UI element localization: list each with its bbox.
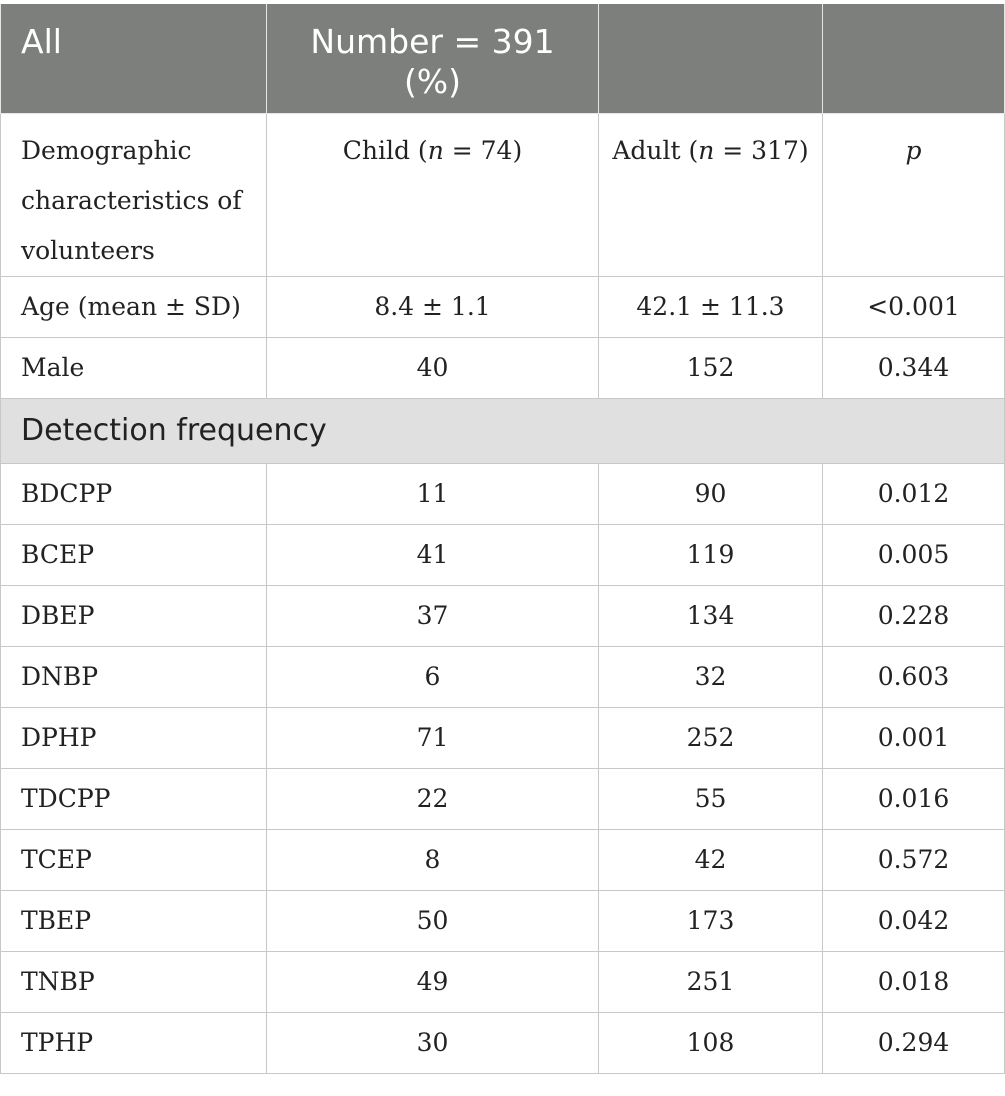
row-p: 0.572 xyxy=(823,829,1005,890)
row-adult: 119 xyxy=(599,524,823,585)
row-adult: 108 xyxy=(599,1012,823,1073)
row-p: 0.001 xyxy=(823,707,1005,768)
subheader-demographic xyxy=(1,113,267,276)
row-child: 37 xyxy=(267,585,599,646)
table-row xyxy=(1,276,1005,337)
row-child: 8.4 ± 1.1 xyxy=(267,276,599,337)
row-label: DBEP xyxy=(1,585,267,646)
row-label: DNBP xyxy=(1,646,267,707)
section-row xyxy=(1,398,1005,463)
table-row xyxy=(1,646,1005,707)
row-adult: 90 xyxy=(599,463,823,524)
subheader-adult xyxy=(599,113,823,276)
table-row xyxy=(1,463,1005,524)
row-child: 71 xyxy=(267,707,599,768)
subheader-child xyxy=(267,113,599,276)
row-label: TBEP xyxy=(1,890,267,951)
adult-suffix: = 317) xyxy=(714,135,809,165)
row-label: TNBP xyxy=(1,951,267,1012)
child-suffix: = 74) xyxy=(443,135,523,165)
row-child: 22 xyxy=(267,768,599,829)
row-label: BCEP xyxy=(1,524,267,585)
row-adult: 173 xyxy=(599,890,823,951)
row-adult: 42 xyxy=(599,829,823,890)
header-col4 xyxy=(823,4,1005,113)
header-all: All xyxy=(1,4,267,113)
row-adult: 252 xyxy=(599,707,823,768)
table-row xyxy=(1,337,1005,398)
row-p: 0.228 xyxy=(823,585,1005,646)
row-adult: 134 xyxy=(599,585,823,646)
section-title: Detection frequency xyxy=(1,398,1005,463)
row-p: 0.016 xyxy=(823,768,1005,829)
row-child: 40 xyxy=(267,337,599,398)
subheader-p: p xyxy=(823,113,1005,276)
subheader-line3: volunteers xyxy=(21,235,155,265)
row-p: 0.012 xyxy=(823,463,1005,524)
row-child: 41 xyxy=(267,524,599,585)
header-row xyxy=(1,4,1005,113)
table-row xyxy=(1,524,1005,585)
table-row xyxy=(1,585,1005,646)
row-p: 0.294 xyxy=(823,1012,1005,1073)
row-child: 6 xyxy=(267,646,599,707)
child-n: n xyxy=(427,135,444,165)
row-label: DPHP xyxy=(1,707,267,768)
row-child: 50 xyxy=(267,890,599,951)
table-row xyxy=(1,890,1005,951)
row-label: Male xyxy=(1,337,267,398)
row-p: 0.603 xyxy=(823,646,1005,707)
header-col3 xyxy=(599,4,823,113)
adult-n: n xyxy=(698,135,715,165)
row-adult: 152 xyxy=(599,337,823,398)
row-child: 8 xyxy=(267,829,599,890)
subheader-row xyxy=(1,113,1005,276)
row-p: 0.042 xyxy=(823,890,1005,951)
row-p: 0.018 xyxy=(823,951,1005,1012)
row-p: 0.005 xyxy=(823,524,1005,585)
row-p: 0.344 xyxy=(823,337,1005,398)
row-child: 11 xyxy=(267,463,599,524)
row-adult: 251 xyxy=(599,951,823,1012)
row-child: 49 xyxy=(267,951,599,1012)
table-row xyxy=(1,768,1005,829)
adult-prefix: Adult ( xyxy=(612,135,699,165)
row-label: Age (mean ± SD) xyxy=(1,276,267,337)
row-label: BDCPP xyxy=(1,463,267,524)
table-row xyxy=(1,829,1005,890)
row-p: <0.001 xyxy=(823,276,1005,337)
header-number-line1: Number = 391 xyxy=(310,22,555,61)
table-row xyxy=(1,1012,1005,1073)
row-label: TCEP xyxy=(1,829,267,890)
header-number-line2: (%) xyxy=(403,62,462,101)
subheader-line1: Demographic xyxy=(21,135,192,165)
row-adult: 42.1 ± 11.3 xyxy=(599,276,823,337)
table-row xyxy=(1,707,1005,768)
header-number xyxy=(267,4,599,113)
data-table xyxy=(0,4,1005,1074)
table-row xyxy=(1,951,1005,1012)
subheader-line2: characteristics of xyxy=(21,185,242,215)
row-label: TPHP xyxy=(1,1012,267,1073)
row-adult: 32 xyxy=(599,646,823,707)
row-child: 30 xyxy=(267,1012,599,1073)
row-label: TDCPP xyxy=(1,768,267,829)
row-adult: 55 xyxy=(599,768,823,829)
child-prefix: Child ( xyxy=(342,135,428,165)
